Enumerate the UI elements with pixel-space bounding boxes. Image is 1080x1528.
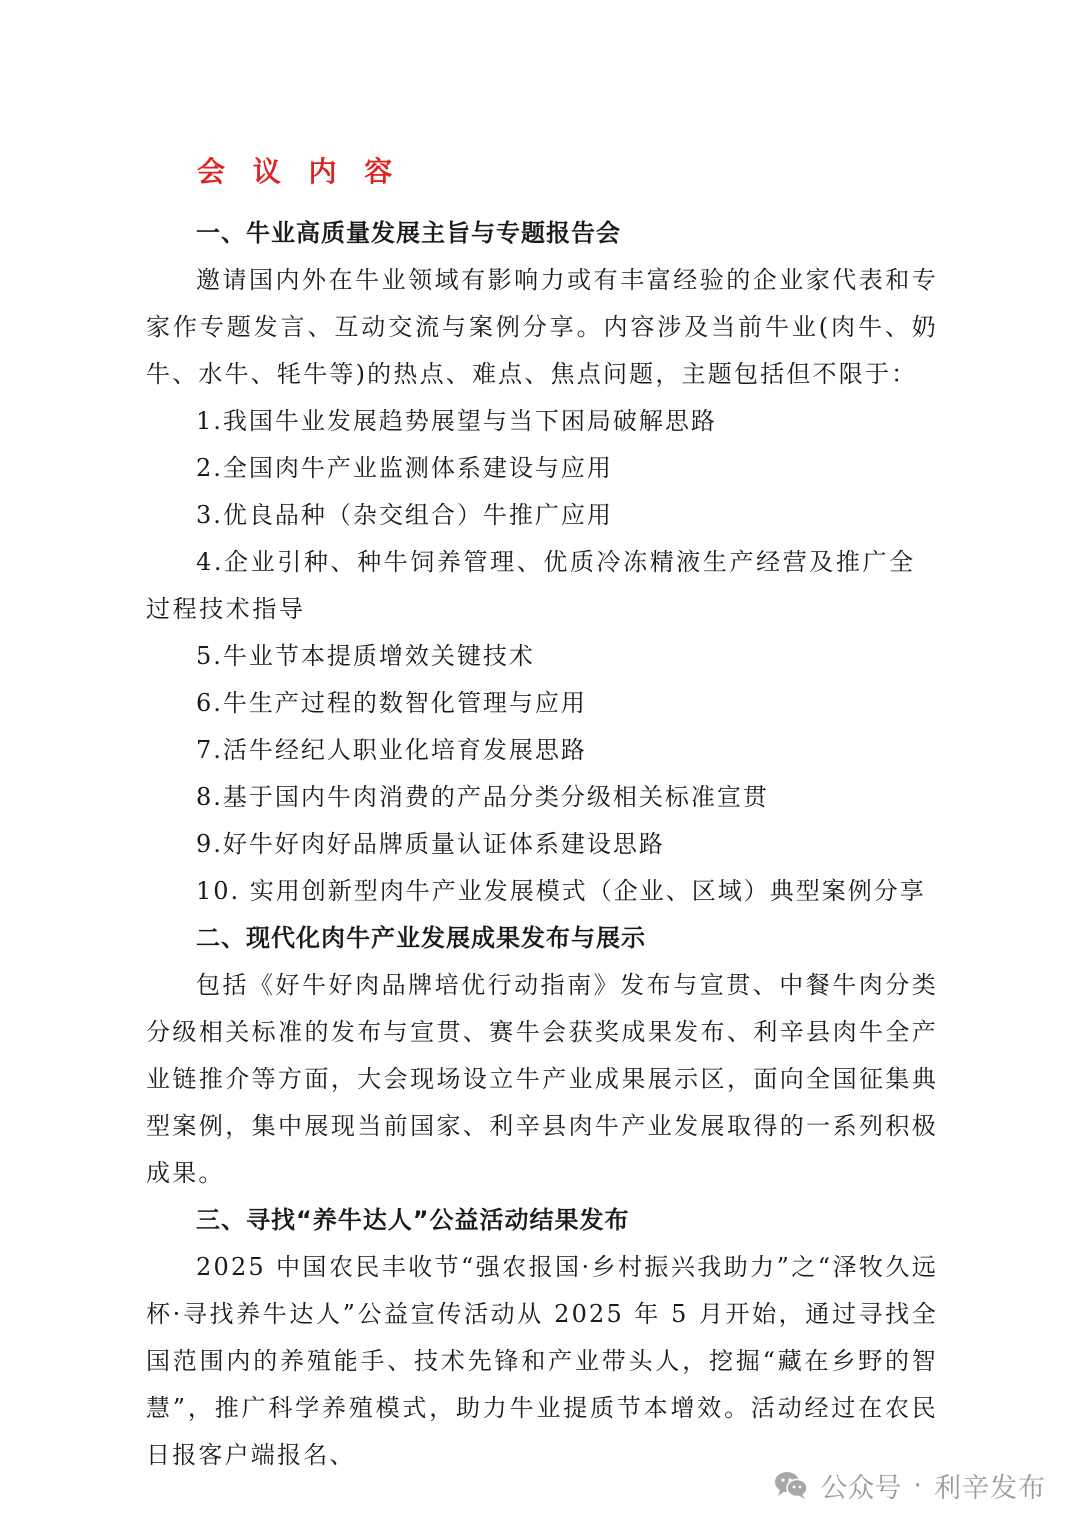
list-item: 5.牛业节本提质增效关键技术 xyxy=(196,642,535,670)
part2-heading: 二、现代化肉牛产业发展成果发布与展示 xyxy=(196,924,646,952)
list-item: 2.全国肉牛产业监测体系建设与应用 xyxy=(196,454,613,482)
document-body xyxy=(146,210,938,1479)
watermark-separator: · xyxy=(913,1469,922,1501)
list-item: 4.企业引种、种牛饲养管理、优质冷冻精液生产经营及推广全过程技术指导 xyxy=(146,548,916,623)
watermark-account: 利辛发布 xyxy=(934,1472,1046,1504)
list-item: 6.牛生产过程的数智化管理与应用 xyxy=(196,689,587,717)
list-item: 3.优良品种（杂交组合）牛推广应用 xyxy=(196,501,613,529)
part3-body: 2025 中国农民丰收节“强农报国·乡村振兴我助力”之“泽牧久远杯·寻找养牛达人”公益宣传活动从 2025 年 5 月开始，通过寻找全国范围内的养殖能手、技术先锋和产业带头人，挖掘“藏在乡野的智慧”，推广科学养殖模式，助力牛业提质节本增效。活动经过在农民日报客户端报名、 xyxy=(146,1253,938,1469)
part1-intro: 邀请国内外在牛业领域有影响力或有丰富经验的企业家代表和专家作专题发言、互动交流与案例分享。内容涉及当前牛业(肉牛、奶牛、水牛、牦牛等)的热点、难点、焦点问题，主题包括但不限于： xyxy=(146,266,938,388)
list-item: 8.基于国内牛肉消费的产品分类分级相关标准宣贯 xyxy=(196,783,769,811)
part1-heading: 一、牛业高质量发展主旨与专题报告会 xyxy=(196,219,621,247)
section-title: 会 议 内 容 xyxy=(197,155,402,188)
list-item: 10. 实用创新型肉牛产业发展模式（企业、区域）典型案例分享 xyxy=(196,877,926,905)
wechat-icon xyxy=(774,1470,808,1500)
wechat-watermark xyxy=(774,1461,1046,1509)
list-item: 9.好牛好肉好品牌质量认证体系建设思路 xyxy=(196,830,665,858)
watermark-label: 公众号 xyxy=(820,1472,902,1504)
list-item: 1.我国牛业发展趋势展望与当下困局破解思路 xyxy=(196,407,717,435)
part2-body: 包括《好牛好肉品牌培优行动指南》发布与宣贯、中餐牛肉分类分级相关标准的发布与宣贯、赛牛会获奖成果发布、利辛县肉牛全产业链推介等方面，大会现场设立牛产业成果展示区，面向全国征集典型案例，集中展现当前国家、利辛县肉牛产业发展取得的一系列积极成果。 xyxy=(146,971,938,1187)
part3-heading: 三、寻找“养牛达人”公益活动结果发布 xyxy=(196,1206,630,1234)
list-item: 7.活牛经纪人职业化培育发展思路 xyxy=(196,736,587,764)
